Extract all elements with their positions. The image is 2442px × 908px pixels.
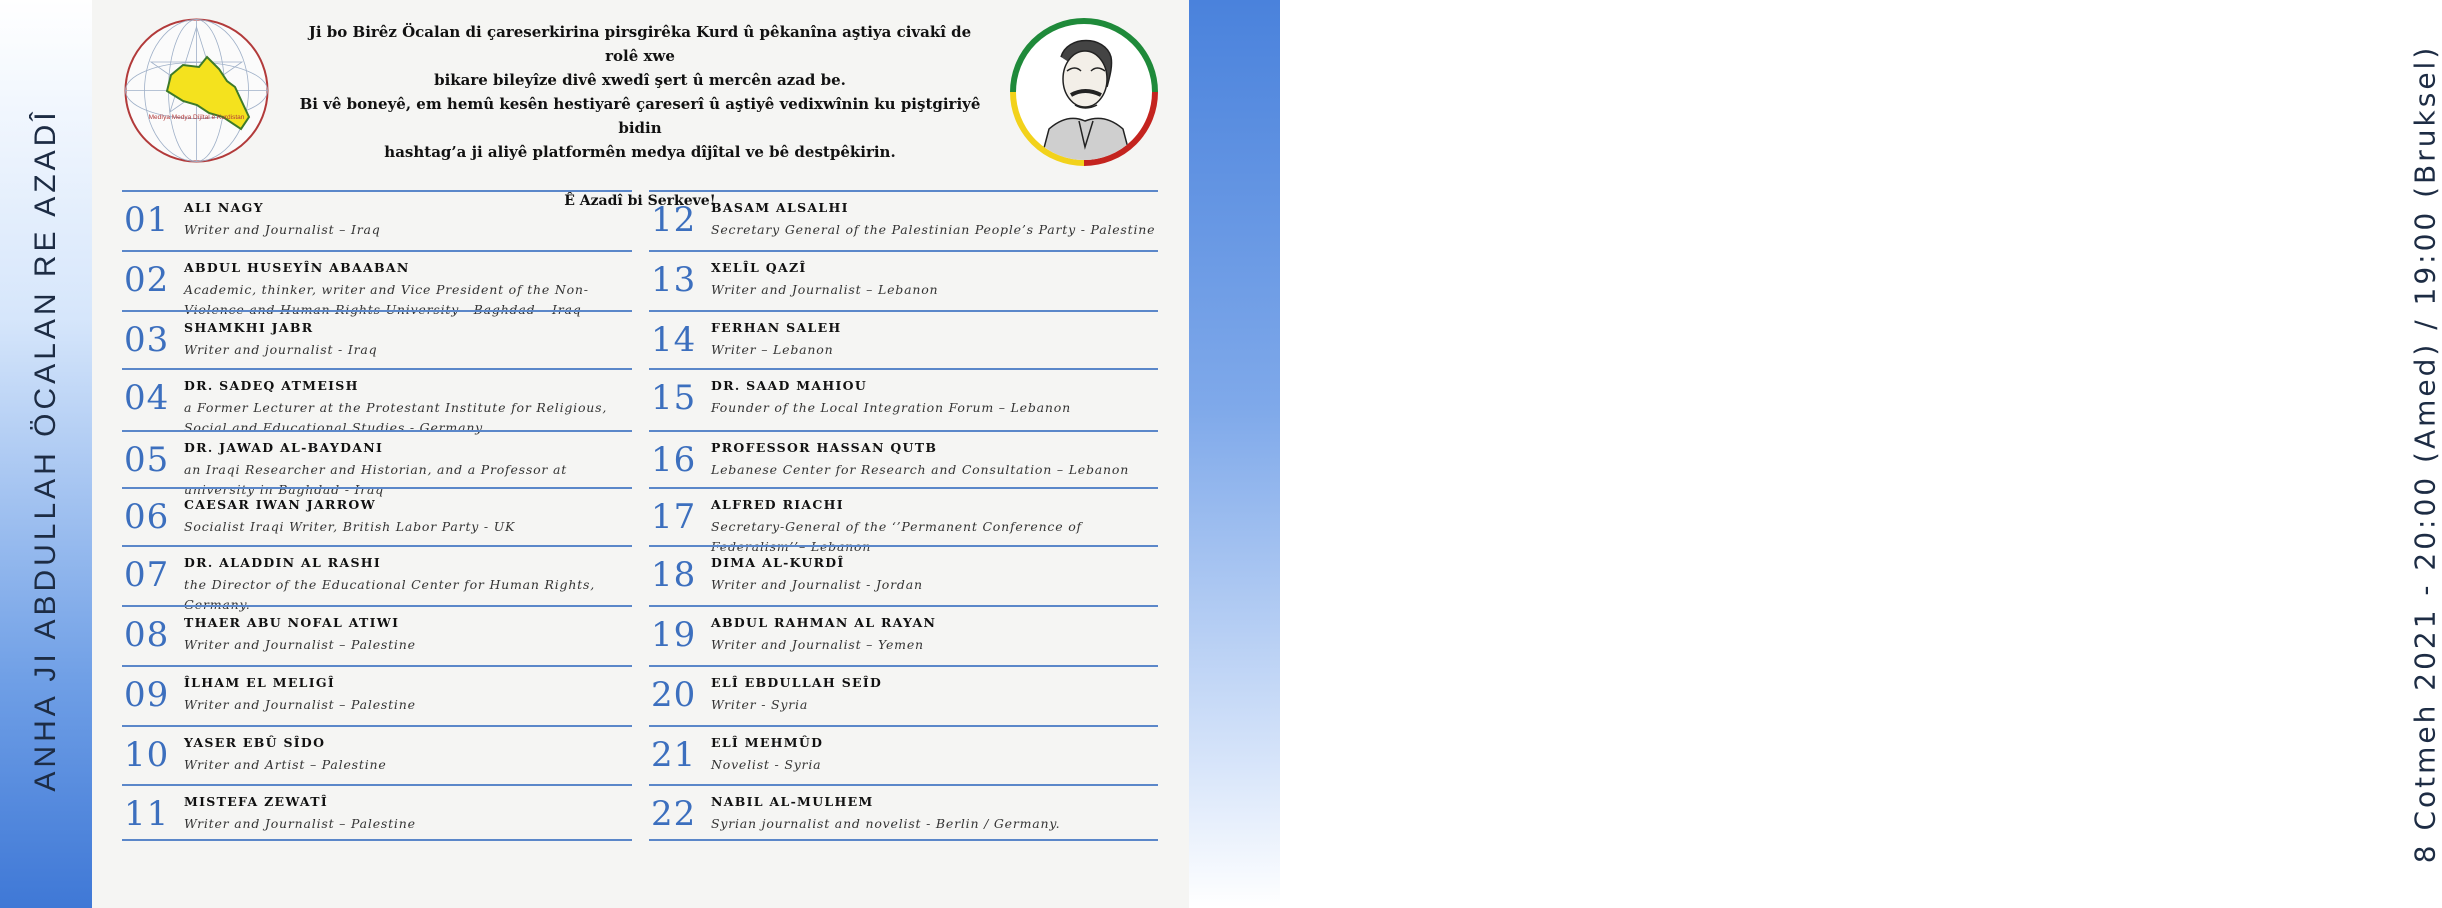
speaker-name: CAESAR IWAN JARROW — [184, 497, 376, 512]
speaker-number: 02 — [124, 260, 170, 300]
speaker-name: PROFESSOR HASSAN QUTB — [711, 440, 938, 455]
speaker-entry — [122, 605, 632, 667]
media-logo — [123, 17, 270, 164]
speaker-number: 20 — [651, 675, 697, 715]
speaker-number: 05 — [124, 440, 170, 480]
speaker-name: DIMA AL-KURDÎ — [711, 555, 845, 570]
speaker-name: SHAMKHI JABR — [184, 320, 314, 335]
speaker-entry — [122, 310, 632, 372]
speaker-description: Academic, thinker, writer and Vice President of the Non-Violence and Human Rights University - Baghdad – Iraq — [184, 282, 589, 317]
speaker-description: Writer and Journalist – Palestine — [184, 637, 416, 652]
speaker-description: Lebanese Center for Research and Consultation – Lebanon — [711, 462, 1130, 477]
speaker-number: 15 — [651, 378, 697, 418]
speaker-entry — [649, 784, 1158, 846]
speaker-number: 19 — [651, 615, 697, 655]
slogan: Ê Azadî bi Serkeve! — [564, 193, 716, 209]
speaker-entry — [122, 190, 632, 252]
speaker-name: DR. JAWAD AL-BAYDANI — [184, 440, 384, 455]
right-side-banner — [1189, 0, 2442, 908]
speaker-number: 01 — [124, 200, 170, 240]
portrait-icon — [1009, 17, 1159, 167]
speaker-description: a Former Lecturer at the Protestant Institute for Religious, Social and Educational Studies - Germany — [184, 400, 608, 435]
speaker-name: DR. SADEQ ATMEISH — [184, 378, 359, 393]
speaker-description: Secretary General of the Palestinian People’s Party - Palestine — [711, 222, 1156, 237]
speaker-number: 04 — [124, 378, 170, 418]
speaker-entry — [649, 430, 1158, 492]
speaker-description: Writer and Artist – Palestine — [184, 757, 387, 772]
speaker-entry — [649, 250, 1158, 312]
speaker-description: Writer and Journalist – Lebanon — [711, 282, 939, 297]
speaker-entry — [649, 665, 1158, 727]
list-bottom-rule — [122, 839, 632, 841]
intro-line-4: hashtag’a ji aliyê platformên medya dîjîtal ve bê destpêkirin. — [384, 143, 896, 161]
speaker-description: Secretary-General of the ‘’Permanent Conference of Federalism’’– Lebanon — [711, 519, 1082, 554]
speaker-name: ALFRED RIACHI — [711, 497, 844, 512]
speaker-name: ABDUL RAHMAN AL RAYAN — [711, 615, 937, 630]
speaker-description: an Iraqi Researcher and Historian, and a Professor at university in Baghdad - Iraq — [184, 462, 568, 497]
speaker-entry — [122, 725, 632, 787]
logo-text: Medîya Medya Dîjîtal ê Kurdistan — [148, 114, 245, 121]
speaker-number: 21 — [651, 735, 697, 775]
speaker-name: XELÎL QAZÎ — [711, 260, 807, 275]
right-vertical-date: 8 Cotmeh 2021 - 20:00 (Amed) / 19:00 (Bruksel) — [2408, 44, 2442, 864]
speaker-name: DR. ALADDIN AL RASHI — [184, 555, 382, 570]
speaker-name: ÎLHAM EL MELIGÎ — [184, 675, 336, 690]
intro-line-2: bikare bileyîze divê xwedî şert û mercên azad be. — [434, 71, 846, 89]
intro-line-3: Bi vê boneyê, em hemû kesên hestiyarê çareserî û aştiyê vedixwînin ku piştgiriyê bidin — [299, 95, 981, 137]
speaker-description: Writer and journalist - Iraq — [184, 342, 378, 357]
speaker-description: Novelist - Syria — [711, 757, 822, 772]
speaker-description: the Director of the Educational Center for Human Rights, Germany. — [184, 577, 595, 612]
speaker-entry — [649, 487, 1158, 554]
speaker-number: 18 — [651, 555, 697, 595]
portrait-logo — [1009, 17, 1159, 167]
speaker-entry — [122, 430, 632, 497]
speaker-name: ELÎ EBDULLAH SEÎD — [711, 675, 883, 690]
speaker-name: MISTEFA ZEWATÎ — [184, 794, 328, 809]
speaker-number: 09 — [124, 675, 170, 715]
speaker-name: FERHAN SALEH — [711, 320, 842, 335]
speaker-entry — [122, 487, 632, 549]
speaker-number: 08 — [124, 615, 170, 655]
left-side-banner — [0, 0, 92, 908]
left-vertical-title: ANHA JI ABDULLAH ÖCALAN RE AZADÎ — [29, 108, 62, 792]
speaker-name: ELÎ MEHMÛD — [711, 735, 824, 750]
speaker-name: THAER ABU NOFAL ATIWI — [184, 615, 400, 630]
speaker-description: Writer and Journalist – Palestine — [184, 816, 416, 831]
speaker-number: 16 — [651, 440, 697, 480]
speaker-description: Writer and Journalist - Jordan — [711, 577, 923, 592]
speaker-number: 17 — [651, 497, 697, 537]
speaker-description: Writer and Journalist – Iraq — [184, 222, 381, 237]
speaker-entry — [649, 368, 1158, 430]
speaker-number: 11 — [124, 794, 170, 834]
speaker-number: 06 — [124, 497, 170, 537]
speaker-number: 22 — [651, 794, 697, 834]
speaker-description: Writer and Journalist – Palestine — [184, 697, 416, 712]
speaker-entry — [122, 250, 632, 317]
speaker-number: 03 — [124, 320, 170, 360]
speaker-description: Writer – Lebanon — [711, 342, 834, 357]
speaker-number: 13 — [651, 260, 697, 300]
intro-line-1: Ji bo Birêz Öcalan di çareserkirina pirsgirêka Kurd û pêkanîna aştiya civakî de rolê xwe — [308, 23, 972, 65]
speaker-entry — [122, 784, 632, 846]
speaker-number: 07 — [124, 555, 170, 595]
speaker-entry — [649, 725, 1158, 787]
speaker-name: ABDUL HUSEYÎN ABAABAN — [184, 260, 410, 275]
speaker-number: 14 — [651, 320, 697, 360]
speaker-name: YASER EBÛ SÎDO — [184, 735, 326, 750]
speaker-description: Socialist Iraqi Writer, British Labor Party - UK — [184, 519, 516, 534]
list-bottom-rule — [649, 839, 1158, 841]
speaker-name: BASAM ALSALHI — [711, 200, 849, 215]
globe-icon — [123, 17, 270, 164]
speaker-entry — [649, 545, 1158, 607]
speaker-description: Writer and Journalist – Yemen — [711, 637, 924, 652]
speaker-entry — [122, 545, 632, 612]
speaker-description: Writer - Syria — [711, 697, 809, 712]
speaker-entry — [122, 665, 632, 727]
speaker-entry — [649, 190, 1158, 252]
speaker-description: Founder of the Local Integration Forum – Lebanon — [711, 400, 1071, 415]
speaker-name: ALI NAGY — [184, 200, 264, 215]
speaker-entry — [649, 310, 1158, 372]
intro-text — [290, 20, 990, 213]
speaker-description: Syrian journalist and novelist - Berlin / Germany. — [711, 816, 1061, 831]
speaker-entry — [122, 368, 632, 435]
speaker-entry — [649, 605, 1158, 667]
speaker-name: NABIL AL-MULHEM — [711, 794, 874, 809]
speaker-number: 12 — [651, 200, 697, 240]
speaker-name: DR. SAAD MAHIOU — [711, 378, 868, 393]
speaker-number: 10 — [124, 735, 170, 775]
